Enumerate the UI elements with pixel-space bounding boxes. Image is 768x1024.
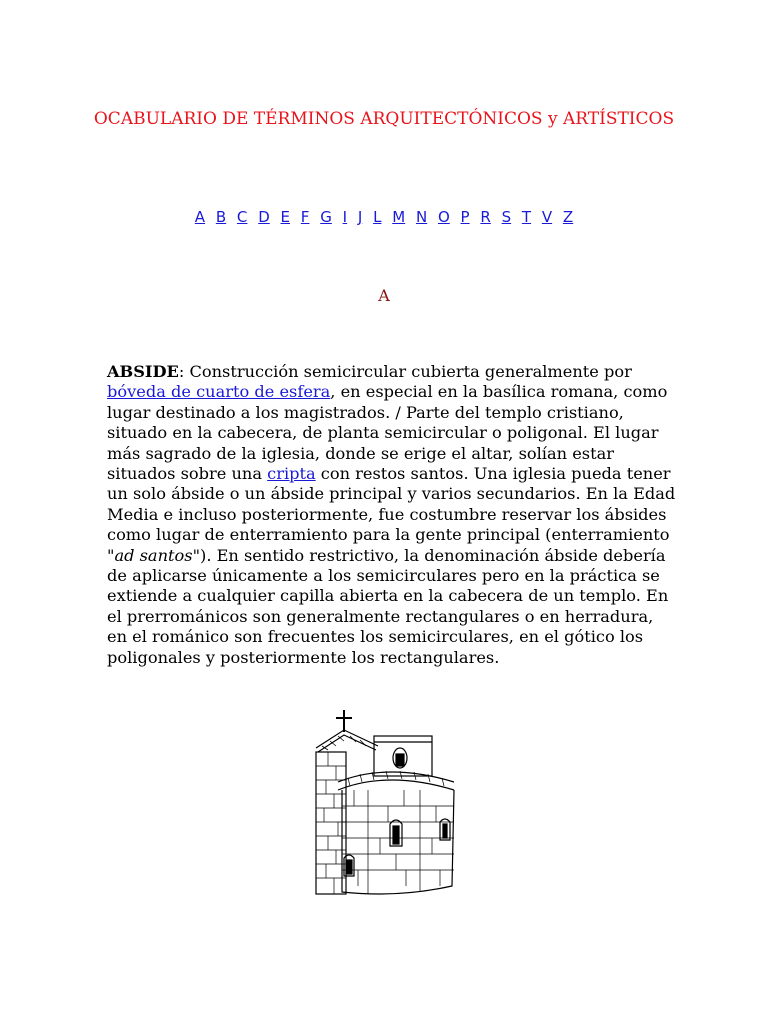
entry-text-3: con restos santos. Una iglesia pueda tener un solo ábside o un ábside principal y varios secundarios. En la Edad Media e incluso posteriormente, fue costumbre reservar los ábsides como lugar de enterramiento para la gente principal (enterramiento " xyxy=(107,464,676,565)
nav-letter-b[interactable]: B xyxy=(215,208,227,226)
nav-letter-d[interactable]: D xyxy=(258,208,270,226)
entry-text-1: Construcción semicircular cubierta generalmente por xyxy=(189,362,632,381)
nav-letter-l[interactable]: L xyxy=(373,208,382,226)
nav-letter-m[interactable]: M xyxy=(392,208,406,226)
entry-abside xyxy=(107,362,677,668)
nav-letter-a[interactable]: A xyxy=(194,208,206,226)
nav-letter-t[interactable]: T xyxy=(521,208,532,226)
entry-text-2: , en especial en la basílica romana, como lugar destinado a los magistrados. / Parte del templo cristiano, situado en la cabecera, de planta semicircular o poligonal. El lugar más sagrado de la iglesia, donde se erige el altar, solían estar situados sobre una xyxy=(107,382,668,484)
nav-letter-n[interactable]: N xyxy=(415,208,428,226)
page-title: OCABULARIO DE TÉRMINOS ARQUITECTÓNICOS y ARTÍSTICOS xyxy=(93,109,675,129)
apse-illustration xyxy=(308,706,460,898)
nav-letter-r[interactable]: R xyxy=(480,208,491,226)
nav-letter-f[interactable]: F xyxy=(300,208,310,226)
nav-letter-j[interactable]: J xyxy=(357,208,363,226)
nav-letter-e[interactable]: E xyxy=(280,208,291,226)
alphabet-nav xyxy=(0,208,768,226)
nav-letter-s[interactable]: S xyxy=(501,208,512,226)
nav-letter-o[interactable]: O xyxy=(437,208,450,226)
nav-letter-c[interactable]: C xyxy=(236,208,248,226)
nav-letter-z[interactable]: Z xyxy=(562,208,574,226)
church-apse-drawing xyxy=(308,706,460,898)
section-letter: A xyxy=(378,286,390,305)
nav-letter-i[interactable]: I xyxy=(342,208,348,226)
nav-letter-g[interactable]: G xyxy=(320,208,332,226)
link-boveda-cuarto-esfera[interactable]: bóveda de cuarto de esfera xyxy=(107,382,331,402)
nav-letter-p[interactable]: P xyxy=(460,208,470,226)
entry-text-4: "). En sentido restrictivo, la denominación ábside debería de aplicarse únicamente a los semicirculares pero en la práctica se extiende a cualquier capilla abierta en la cabecera de un templo. En el prerrománicos son generalmente rectangulares o en herradura, en el románico son frecuentes los semicirculares, en el gótico los poligonales y posteriormente los rectangulares. xyxy=(107,545,669,667)
entry-italic: ad santos xyxy=(114,545,193,565)
entry-separator: : xyxy=(178,362,190,381)
link-cripta[interactable]: cripta xyxy=(267,464,316,484)
nav-letter-v[interactable]: V xyxy=(541,208,553,226)
entry-term: ABSIDE xyxy=(107,362,179,381)
